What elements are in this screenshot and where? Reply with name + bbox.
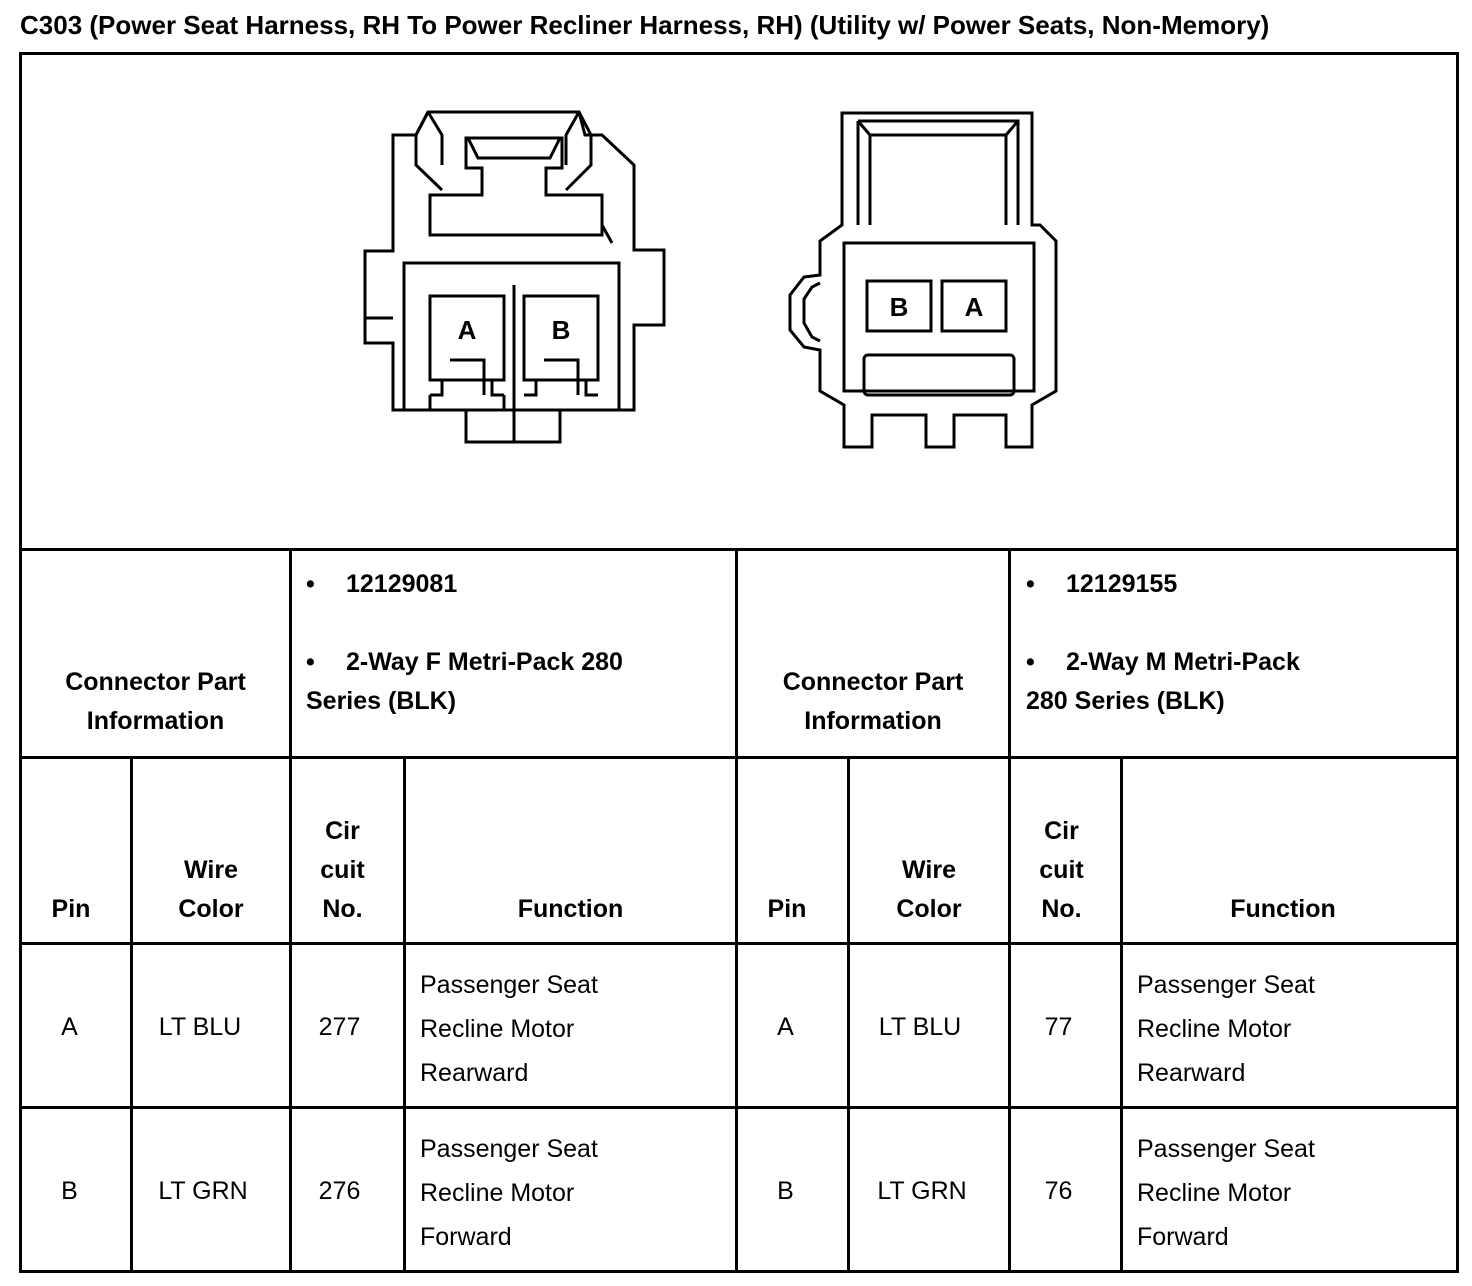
label-text: Connector Part Information xyxy=(782,668,964,735)
page-title: C303 (Power Seat Harness, RH To Power Recliner Harness, RH) (Utility w/ Power Seats, Non-Memory) xyxy=(20,10,1270,40)
function-cell xyxy=(1137,1127,1447,1259)
part-number: 12129155 xyxy=(1066,570,1178,598)
function-line: Forward xyxy=(1137,1223,1229,1251)
function-cell xyxy=(1137,963,1447,1095)
header-text: Pin xyxy=(767,895,807,923)
circuit-cell: 76 xyxy=(1044,1177,1073,1205)
header-circuit xyxy=(292,812,393,929)
divider xyxy=(22,1106,1456,1109)
pin-cell: A xyxy=(777,1013,794,1041)
pin-label-b-female: B xyxy=(551,315,571,345)
header-pin xyxy=(738,890,836,929)
function-line: Recline Motor xyxy=(420,1015,575,1043)
header-function xyxy=(406,890,735,929)
header-pin xyxy=(22,890,120,929)
divider xyxy=(22,756,1456,759)
header-text: No. xyxy=(1041,895,1082,923)
function-line: Passenger Seat xyxy=(1137,971,1315,999)
circuit-cell: 277 xyxy=(318,1013,361,1041)
connector-table xyxy=(19,52,1459,1273)
function-line: Passenger Seat xyxy=(1137,1135,1315,1163)
header-text: Function xyxy=(1230,895,1336,923)
function-line: Rearward xyxy=(1137,1059,1246,1087)
label-text: Connector Part Information xyxy=(65,668,246,735)
header-text: Cir xyxy=(1044,817,1079,845)
pin-cell: B xyxy=(777,1177,794,1205)
header-text: Wire xyxy=(902,856,956,884)
function-line: Recline Motor xyxy=(1137,1179,1292,1207)
pin-cell: A xyxy=(61,1013,78,1041)
description-line: Series (BLK) xyxy=(306,687,457,715)
male-connector-drawing xyxy=(790,113,1056,447)
pin-label-a-male: A xyxy=(964,292,984,322)
function-line: Recline Motor xyxy=(420,1179,575,1207)
header-wire-color xyxy=(850,851,1008,929)
divider xyxy=(403,756,406,1273)
wire-color-cell: LT BLU xyxy=(878,1013,962,1041)
description-item: • 2-Way F Metri-Pack 280 xyxy=(306,648,623,676)
description-line: 2-Way M Metri-Pack xyxy=(1066,648,1300,676)
header-text: No. xyxy=(322,895,363,923)
female-connector-drawing xyxy=(365,112,664,442)
header-function xyxy=(1123,890,1443,929)
divider xyxy=(1120,756,1123,1273)
description-line: 2-Way F Metri-Pack 280 xyxy=(346,648,623,676)
circuit-cell: 77 xyxy=(1044,1013,1073,1041)
part-number: 12129081 xyxy=(346,570,458,598)
function-line: Passenger Seat xyxy=(420,971,598,999)
header-text: cuit xyxy=(320,856,365,884)
pin-cell: B xyxy=(61,1177,78,1205)
connector-part-info-label xyxy=(738,663,1008,741)
header-wire-color xyxy=(133,851,289,929)
connector-part-details xyxy=(1026,565,1446,721)
divider xyxy=(22,942,1456,945)
connector-drawings xyxy=(22,55,1456,550)
connector-part-details xyxy=(306,565,726,721)
header-text: Cir xyxy=(325,817,360,845)
header-text: Pin xyxy=(51,895,91,923)
function-cell xyxy=(420,1127,730,1259)
divider xyxy=(22,548,1456,551)
header-text: Color xyxy=(896,895,962,923)
function-line: Forward xyxy=(420,1223,512,1251)
circuit-cell: 276 xyxy=(318,1177,361,1205)
header-text: Wire xyxy=(184,856,238,884)
header-text: cuit xyxy=(1039,856,1084,884)
header-text: Color xyxy=(178,895,244,923)
function-cell xyxy=(420,963,730,1095)
header-text: Function xyxy=(517,895,624,923)
part-number-item: • 12129081 xyxy=(306,570,458,598)
function-line: Recline Motor xyxy=(1137,1015,1292,1043)
wire-color-cell: LT BLU xyxy=(158,1013,242,1041)
description-line: 280 Series (BLK) xyxy=(1026,687,1225,715)
header-circuit xyxy=(1011,812,1112,929)
pin-label-a-female: A xyxy=(457,315,477,345)
function-line: Rearward xyxy=(420,1059,529,1087)
wire-color-cell: LT GRN xyxy=(158,1177,248,1205)
pin-label-b-male: B xyxy=(889,292,909,322)
function-line: Passenger Seat xyxy=(420,1135,598,1163)
wire-color-cell: LT GRN xyxy=(877,1177,967,1205)
description-item: • 2-Way M Metri-Pack xyxy=(1026,648,1300,676)
connector-part-info-label xyxy=(22,663,289,741)
divider xyxy=(22,1270,1456,1273)
part-number-item: • 12129155 xyxy=(1026,570,1178,598)
